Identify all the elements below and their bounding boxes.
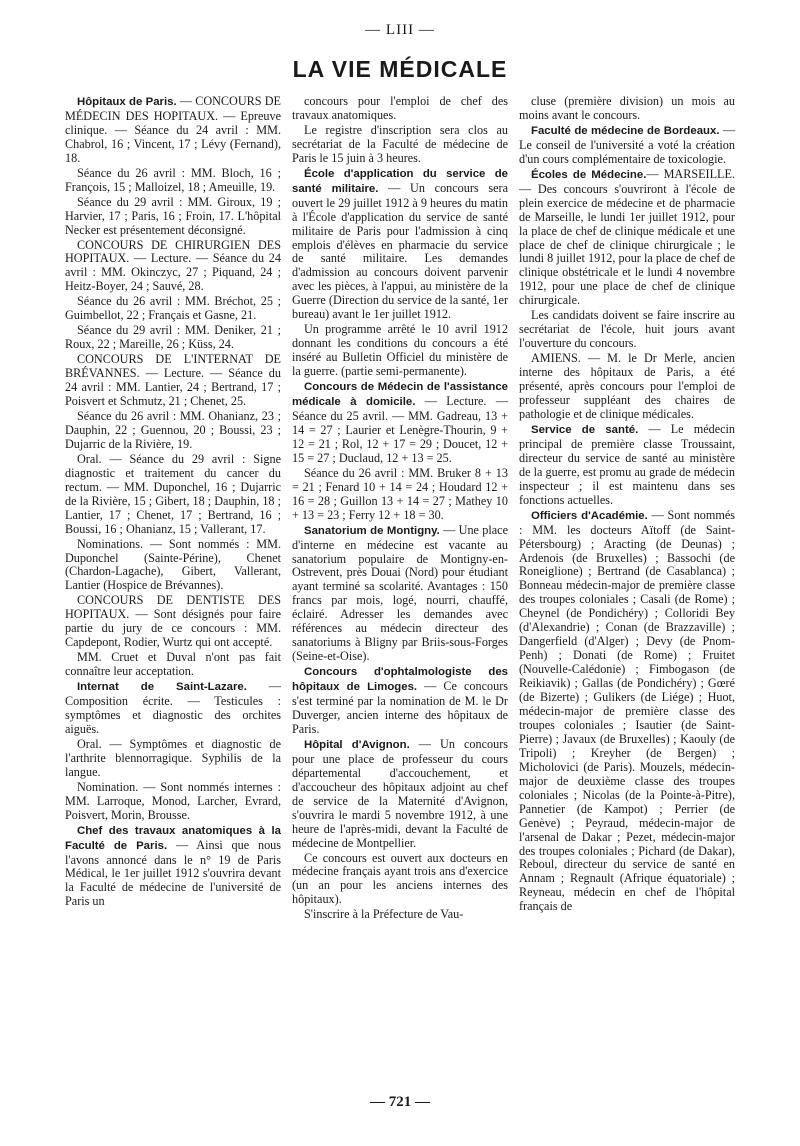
paragraph [292, 524, 508, 665]
paragraph-text: — Une place d'interne en médecine est vacante au sanatorium populaire de Montigny-en-Ostrevent, près Douai (Nord) pour étudiant ayant terminé sa scolarité. Avantages : 150 francs par mois, logé, nourri, chauffé, éclairé. Adresser les demandes avec références au médecin directeur des sanatoriums à Bligny par Briis-sous-Forges (Seine-et-Oise). [292, 522, 509, 664]
paragraph-text: Séance du 26 avril : MM. Ohanianz, 23 ; Dauphin, 22 ; Guennou, 20 ; Boussi, 23 ; Dujarric de la Rivière, 19. [65, 408, 281, 451]
paragraph-text: Nominations. — Sont nommés : MM. Duponchel (Sainte-Périne), Chenet (Chardon-Lagache), Gibert, Vallerant, Lantier (Hospice de Brévannes). [65, 536, 281, 593]
section-heading: Chef des travaux anatomiques à la Faculté de Paris. [65, 824, 281, 852]
paragraph [65, 196, 281, 238]
paragraph [292, 95, 508, 123]
paragraph-text: cluse (première division) un mois au moins avant le concours. [519, 94, 735, 122]
paragraph [65, 824, 281, 910]
section-heading: École d'application du service de santé militaire. [292, 167, 508, 195]
paragraph [65, 680, 281, 737]
paragraph-text: — Le médecin principal de première classe Troussaint, directeur du service de santé au ministère de la guerre, est promu au grade de médecin inspecteur ; il est maintenu dans ses fonctions actuelles. [519, 421, 736, 507]
paragraph-text: — CONCOURS DE MÉDECIN DES HOPITAUX. — Epreuve clinique. — Séance du 24 avril : MM. Chabrol, 16 ; Vincent, 17 ; Lévy (Fernand), 18. [65, 94, 281, 165]
text-column-1 [65, 95, 281, 909]
paragraph [65, 353, 281, 409]
paragraph [292, 665, 508, 737]
section-heading: Concours d'ophtalmologiste des hôpitaux de Limoges. [292, 666, 508, 694]
paragraph [519, 168, 735, 309]
paragraph-text: — Un concours pour une place de professeur du cours départemental d'accouchement, et d'accoucheur des hôpitaux adjoint au chef de service de la Maternité d'Avignon, s'ouvrira le mardi 5 novembre 1912, à une heure de l'après-midi, devant la Faculté de médecine de Montpellier. [292, 736, 509, 850]
paragraph [519, 124, 735, 167]
paragraph [292, 124, 508, 166]
paragraph [519, 352, 735, 422]
paragraph [65, 167, 281, 195]
paragraph-text: — Sont nommés : MM. les docteurs Aïtoff (de Saint-Pétersbourg) ; Aracting (de Deunas) ; Ardenois (de Bruxelles) ; Bassochi (de Roneiglione) ; Bertrand (de Casablanca) ; Bonneau médecin-major de première classe des troupes coloniales ; Casali (de Rome) ; Cheynel (de Pondichéry) ; Colloridi Bey (d'Alexandrie) ; Conan (de Brazzaville) ; Dangerfield (d'Alger) ; Devy (de Pnom-Penh) ; Donati (de Rome) ; Fruitet (Nouvelle-Calédonie) ; Fimbogason (de Reikiavik) ; Gallas (de Pondichéry) ; Gœré (de Bizerte) ; Gulikers (de Liége) ; Huot, médecin-major de première classe des troupes coloniales ; Isautier (de Saint-Pierre) ; Javaux (de Bruxelles) ; Kaouly (de Tripoli) ; Kreyher (de Bergen) ; Micholovici (de Paris). Mouzels, médecin-major de deuxième classe des troupes coloniales ; Nicolas (de la Pointe-à-Pitre), Pannetier (de Kampot) ; Perrier (de Genève) ; Peyraud, médecin-major de l'arsenal de Dakar ; Pezet, médecin-major des troupes coloniales ; Pichard (de Dakar), Reboul, directeur du service de santé en Annam ; Regnault (Afrique équatoriale) ; Reyneau, médecin en chef de l'hôpital français de [519, 507, 735, 914]
paragraph-text: CONCOURS DE L'INTERNAT DE BRÉVANNES. — Lecture. — Séance du 24 avril : MM. Lantier, 24 ; Bertrand, 17 ; Poisvert et Schmutz, 21 ; Chenet, 25. [65, 352, 281, 409]
paragraph [519, 423, 735, 508]
section-heading: Service de santé. [531, 423, 639, 436]
paragraph [292, 738, 508, 851]
paragraph-text: — Un concours sera ouvert le 29 juillet 1912 à 9 heures du matin à l'École d'application du service de santé militaire de Paris pour l'admission à cinq emplois d'élèves en pharmacie du service de santé militaire. Les demandes d'admission au concours doivent parvenir avec les pièces, à l'appui, au ministère de la Guerre (Direction du service de la santé, 1er bureau) avant le 1er juillet 1912. [292, 180, 508, 322]
paragraph [65, 95, 281, 166]
text-column-2 [292, 95, 508, 922]
paragraph-text: Nomination. — Sont nommés internes : MM. Larroque, Monod, Larcher, Evrard, Poisvert, Morin, Brousse. [65, 779, 281, 822]
paragraph-text: CONCOURS DE DENTISTE DES HOPITAUX. — Sont désignés pour faire partie du jury de ce concours : MM. Capdepont, Rodier, Wurtz qui ont accepté. [65, 593, 281, 650]
paragraph [519, 309, 735, 351]
paragraph-text: Séance du 29 avril : MM. Deniker, 21 ; Roux, 22 ; Mareille, 26 ; Küss, 24. [65, 323, 281, 352]
paragraph [65, 295, 281, 323]
paragraph [292, 167, 508, 322]
paragraph [65, 781, 281, 823]
paragraph-text: MM. Cruet et Duval n'ont pas fait connaître leur acceptation. [65, 650, 281, 679]
paragraph-text: Oral. — Séance du 29 avril : Signe diagnostic et traitement du cancer du rectum. — MM. Duponchel, 16 ; Dujarric de la Rivière, 15 ; Gibert, 18 ; Dauphin, 18 ; Lantier, 17 ; Chenet, 17 ; Bertrand, 16 ; Boussi, 16 ; Ohanianz, 15 ; Vallerant, 17. [65, 451, 281, 536]
section-heading: Écoles de Médecine. [531, 168, 647, 181]
paragraph [292, 323, 508, 379]
section-heading: Concours de Médecin de l'assistance médicale à domicile. [292, 381, 508, 409]
paragraph-text: Le registre d'inscription sera clos au secrétariat de la Faculté de médecine de Paris le 15 juin à 3 heures. [292, 122, 508, 165]
paragraph-text: — Le conseil de l'université a voté la création d'un cours complémentaire de toxicologie. [519, 122, 736, 166]
paragraph-text: Séance du 29 avril : MM. Giroux, 19 ; Harvier, 17 ; Paris, 16 ; Froin, 17. L'hôpital Necker est présentement déconsigné. [65, 194, 281, 237]
paragraph [292, 380, 508, 466]
paragraph [292, 467, 508, 523]
paragraph-text: Séance du 26 avril : MM. Bloch, 16 ; François, 15 ; Malloizel, 18 ; Ameuille, 19. [65, 165, 281, 194]
paragraph-text: Les candidats doivent se faire inscrire au secrétariat de l'école, huit jours avant l'ouverture du concours. [519, 308, 735, 351]
section-heading: Sanatorium de Montigny. [304, 524, 440, 537]
paragraph-text: S'inscrire à la Préfecture de Vau- [304, 907, 464, 922]
paragraph [65, 538, 281, 594]
section-heading: Internat de Saint-Lazare. [77, 681, 247, 694]
paragraph [65, 453, 281, 537]
paragraph-text: Séance du 26 avril : MM. Bréchot, 25 ; Guimbellot, 22 ; Français et Gasne, 21. [65, 294, 281, 323]
paragraph [65, 738, 281, 780]
paragraph [65, 239, 281, 295]
paragraph [519, 95, 735, 123]
paragraph [519, 509, 735, 915]
paragraph-text: — MARSEILLE. — Des concours s'ouvriront à l'école de plein exercice de médecine et de pharmacie de Marseille, le lundi 1er juillet 1912, pour la place de chef de clinique médicale et une place de chef de clinique chirurgicale ; le lundi 8 juillet 1912, pour la place de chef de clinique obstétricale et le lundi 4 novembre 1912, pour une place de chef de clinique chirurgicale. [519, 166, 735, 308]
journal-title: LA VIE MÉDICALE [292, 56, 508, 82]
paragraph [65, 410, 281, 452]
paragraph-text: Oral. — Symptômes et diagnostic de l'arthrite blennorragique. Syphilis de la langue. [65, 736, 281, 779]
paragraph [65, 324, 281, 352]
section-heading: Hôpitaux de Paris. [77, 96, 177, 108]
paragraph-text: — Ce concours s'est terminé par la nomination de M. le Dr Duverger, ancien interne des hôpitaux de Paris. [292, 679, 508, 736]
paragraph-text: Séance du 26 avril : MM. Bruker 8 + 13 = 21 ; Fenard 10 + 14 = 24 ; Houdard 12 + 16 = 28 ; Guillon 13 + 14 = 27 ; Mathey 10 + 13 = 23 ; Ferry 12 + 18 = 30. [292, 465, 508, 522]
paragraph-text: — Ainsi que nous l'avons annoncé dans le n° 19 de Paris Médical, le 1er juillet 1912 s'ouvrira devant la Faculté de médecine de l'université de Paris un [65, 837, 281, 909]
paragraph [292, 852, 508, 908]
section-heading: Faculté de médecine de Bordeaux. [531, 124, 720, 137]
paragraph [292, 908, 508, 922]
paragraph-text: CONCOURS DE CHIRURGIEN DES HOPITAUX. — Lecture. — Séance du 24 avril : MM. Okinczyc, 27 ; Piquand, 24 ; Heitz-Boyer, 24 ; Sauvé, 28. [65, 237, 281, 294]
section-heading: Officiers d'Académie. [531, 509, 648, 522]
paragraph-text: AMIENS. — M. le Dr Merle, ancien interne des hôpitaux de Paris, a été présenté, après concours pour l'emploi de professeur suppléant des chaires de pathologie et de clinique médicales. [519, 351, 735, 421]
page-roman-numeral: — LIII — [365, 22, 435, 38]
text-column-3 [519, 95, 735, 914]
paragraph-text: concours pour l'emploi de chef des travaux anatomiques. [292, 94, 508, 122]
section-heading: Hôpital d'Avignon. [304, 738, 410, 751]
paragraph-text: Ce concours est ouvert aux docteurs en médecine français ayant trois ans d'exercice (un an pour les anciens internes des hôpitaux). [292, 850, 508, 907]
page-number: — 721 — [370, 1094, 430, 1110]
paragraph-text: — Composition écrite. — Testicules : symptômes et diagnostic des orchites aiguës. [65, 679, 281, 736]
paragraph [65, 594, 281, 650]
paragraph-text: Un programme arrêté le 10 avril 1912 donnant les conditions du concours a été inséré au Bulletin Officiel du ministère de la guerre. (partie semi-permanente). [292, 322, 508, 379]
paragraph-text: — Lecture. — Séance du 25 avril. — MM. Gadreau, 13 + 14 = 27 ; Laurier et Lenègre-Thourin, 9 + 12 = 21 ; Rol, 12 + 17 = 29 ; Doucet, 12 + 15 = 27 ; Duclaud, 12 + 13 = 25. [292, 394, 509, 465]
paragraph [65, 651, 281, 679]
